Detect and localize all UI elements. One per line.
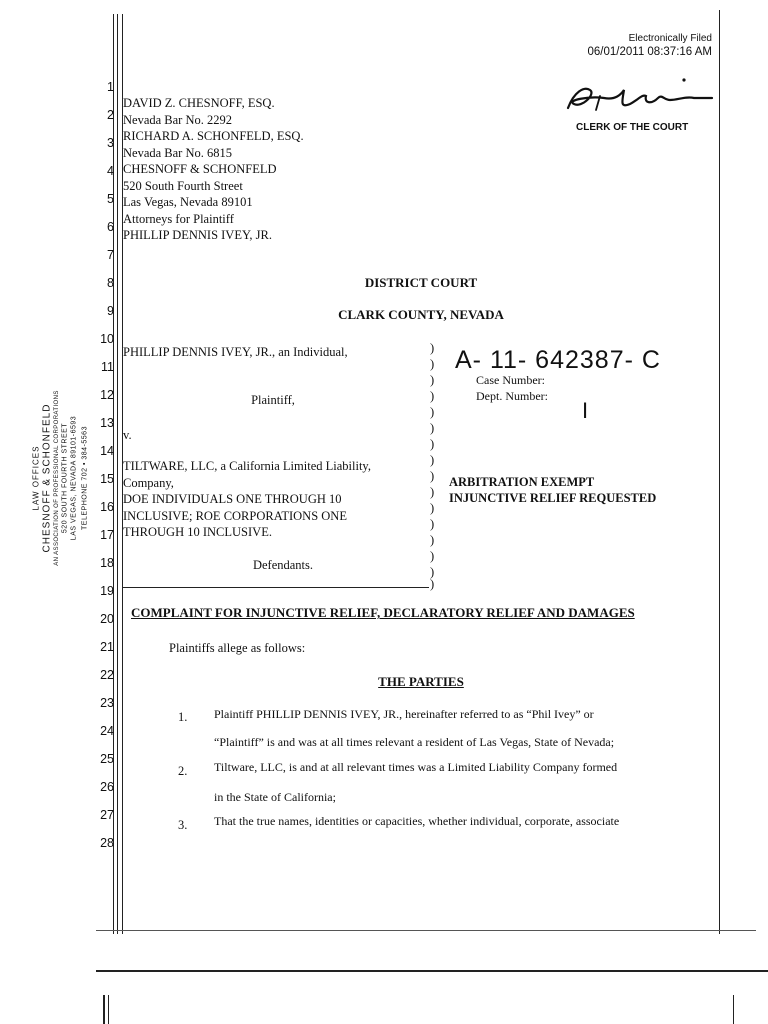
paragraph-text: Plaintiff PHILLIP DENNIS IVEY, JR., hereinafter referred to as “Phil Ivey” or xyxy=(214,707,594,721)
attorney-bar-1: Nevada Bar No. 2292 xyxy=(123,112,232,127)
line-number: 2 xyxy=(107,108,114,122)
line-number: 10 xyxy=(100,332,114,346)
line-number: 18 xyxy=(100,556,114,570)
paragraph-number: 1. xyxy=(178,710,188,724)
caption-paren: ) xyxy=(430,421,435,435)
case-number: A- 11- 642387- C xyxy=(455,346,661,374)
attorney-bar-2: Nevada Bar No. 6815 xyxy=(123,145,232,160)
caption-defendants xyxy=(123,458,423,541)
attorney-block xyxy=(123,95,423,244)
clerk-signature-image xyxy=(560,74,720,122)
line-number: 25 xyxy=(100,752,114,766)
court-name: DISTRICT COURT xyxy=(364,275,478,290)
attorney-name-2: RICHARD A. SCHONFELD, ESQ. xyxy=(123,129,304,143)
paragraph-text: That the true names, identities or capacities, whether individual, corporate, associate xyxy=(214,814,620,828)
caption-paren: ) xyxy=(430,453,435,467)
caption-paren: ) xyxy=(430,405,435,419)
clerk-of-court-label: CLERK OF THE COURT xyxy=(576,122,689,133)
caption-paren: ) xyxy=(430,577,435,591)
injunctive-relief-requested: INJUNCTIVE RELIEF REQUESTED xyxy=(449,491,657,505)
dept-number-label: Dept. Number: xyxy=(476,389,548,403)
caption-paren: ) xyxy=(430,469,435,483)
defendant-line: INCLUSIVE; ROE CORPORATIONS ONE xyxy=(123,508,347,523)
firm-city: Las Vegas, Nevada 89101 xyxy=(123,195,253,209)
line-number: 23 xyxy=(100,696,114,710)
section-heading: THE PARTIES xyxy=(378,674,464,689)
next-page-rule-right xyxy=(733,995,734,1024)
court-county: CLARK COUNTY, NEVADA xyxy=(338,307,504,322)
caption-paren: ) xyxy=(430,517,435,531)
paragraph-text: “Plaintiff” is and was at all times relevant a resident of Las Vegas, State of Nevada; xyxy=(214,735,615,749)
caption-paren: ) xyxy=(430,549,435,563)
caption-defendant-role: Defendants. xyxy=(252,558,314,572)
line-number: 15 xyxy=(100,472,114,486)
caption-paren: ) xyxy=(430,565,435,579)
dept-number-value: I xyxy=(582,398,589,423)
sidebar-law-offices: LAW OFFICES xyxy=(31,445,41,511)
attorney-role: Attorneys for Plaintiff xyxy=(123,211,234,226)
line-number: 14 xyxy=(100,444,114,458)
paragraph-text: Tiltware, LLC, is and at all relevant times was a Limited Liability Company formed xyxy=(214,760,618,774)
sidebar-association: AN ASSOCIATION OF PROFESSIONAL CORPORATIONS xyxy=(54,390,60,566)
line-number: 4 xyxy=(107,164,114,178)
line-number: 22 xyxy=(100,668,114,682)
right-margin-rule xyxy=(719,10,720,934)
line-number: 24 xyxy=(100,724,114,738)
complaint-intro: Plaintiffs allege as follows: xyxy=(169,641,306,655)
line-number: 12 xyxy=(100,388,114,402)
line-number: 21 xyxy=(100,640,114,654)
line-number: 16 xyxy=(100,500,114,514)
caption-paren: ) xyxy=(430,389,435,403)
sidebar-city: LAS VEGAS, NEVADA 89101-6593 xyxy=(70,415,78,541)
arbitration-exempt: ARBITRATION EXEMPT xyxy=(449,475,595,489)
line-number: 7 xyxy=(107,248,114,262)
caption-paren: ) xyxy=(430,373,435,387)
firm-street: 520 South Fourth Street xyxy=(123,178,243,193)
paragraph-number: 2. xyxy=(178,764,188,778)
case-number-label: Case Number: xyxy=(476,373,545,387)
paragraph-text: in the State of California; xyxy=(214,790,336,804)
line-number: 19 xyxy=(100,584,114,598)
line-number: 13 xyxy=(100,416,114,430)
law-firm-name: CHESNOFF & SCHONFELD xyxy=(123,162,277,176)
line-number: 3 xyxy=(107,136,114,150)
client-name: PHILLIP DENNIS IVEY, JR. xyxy=(123,228,272,242)
caption-paren: ) xyxy=(430,341,435,355)
sidebar-street: 520 SOUTH FOURTH STREET xyxy=(61,422,69,534)
complaint-title: COMPLAINT FOR INJUNCTIVE RELIEF, DECLARATORY RELIEF AND DAMAGES xyxy=(131,605,635,620)
caption-paren: ) xyxy=(430,501,435,515)
caption-paren: ) xyxy=(430,485,435,499)
caption-paren: ) xyxy=(430,357,435,371)
caption-versus: v. xyxy=(123,428,132,442)
next-page-top-rule xyxy=(96,970,768,972)
line-number: 5 xyxy=(107,192,114,206)
page-bottom-rule xyxy=(96,930,756,931)
caption-paren: ) xyxy=(430,437,435,451)
caption-paren: ) xyxy=(430,533,435,547)
attorney-name-1: DAVID Z. CHESNOFF, ESQ. xyxy=(123,96,275,110)
line-number: 26 xyxy=(100,780,114,794)
line-number: 9 xyxy=(107,304,114,318)
filing-stamp-datetime: 06/01/2011 08:37:16 AM xyxy=(587,46,712,58)
defendant-line: THROUGH 10 INCLUSIVE. xyxy=(123,525,272,539)
line-number: 11 xyxy=(101,360,114,374)
line-number: 27 xyxy=(100,808,114,822)
line-number: 8 xyxy=(107,276,114,290)
filing-stamp-label: Electronically Filed xyxy=(628,33,712,44)
line-number: 1 xyxy=(107,80,114,94)
line-number: 28 xyxy=(100,836,114,850)
left-margin-rule-inner xyxy=(117,14,118,934)
sidebar-firm-name: CHESNOFF & SCHONFELD xyxy=(41,403,53,553)
line-number: 20 xyxy=(100,612,114,626)
defendant-line: Company, xyxy=(123,475,174,490)
caption-plaintiff-role: Plaintiff, xyxy=(251,393,295,407)
defendant-line: DOE INDIVIDUALS ONE THROUGH 10 xyxy=(123,492,342,506)
caption-plaintiff: PHILLIP DENNIS IVEY, JR., an Individual, xyxy=(123,345,348,359)
caption-bottom-rule xyxy=(123,587,429,588)
line-number: 6 xyxy=(107,220,114,234)
paragraph-number: 3. xyxy=(178,818,188,832)
line-number: 17 xyxy=(100,528,114,542)
next-page-rule-left-2 xyxy=(108,995,109,1024)
next-page-rule-left xyxy=(103,995,105,1024)
sidebar-telephone: TELEPHONE 702 • 384-5563 xyxy=(81,426,89,530)
defendant-line: TILTWARE, LLC, a California Limited Liability, xyxy=(123,459,371,473)
